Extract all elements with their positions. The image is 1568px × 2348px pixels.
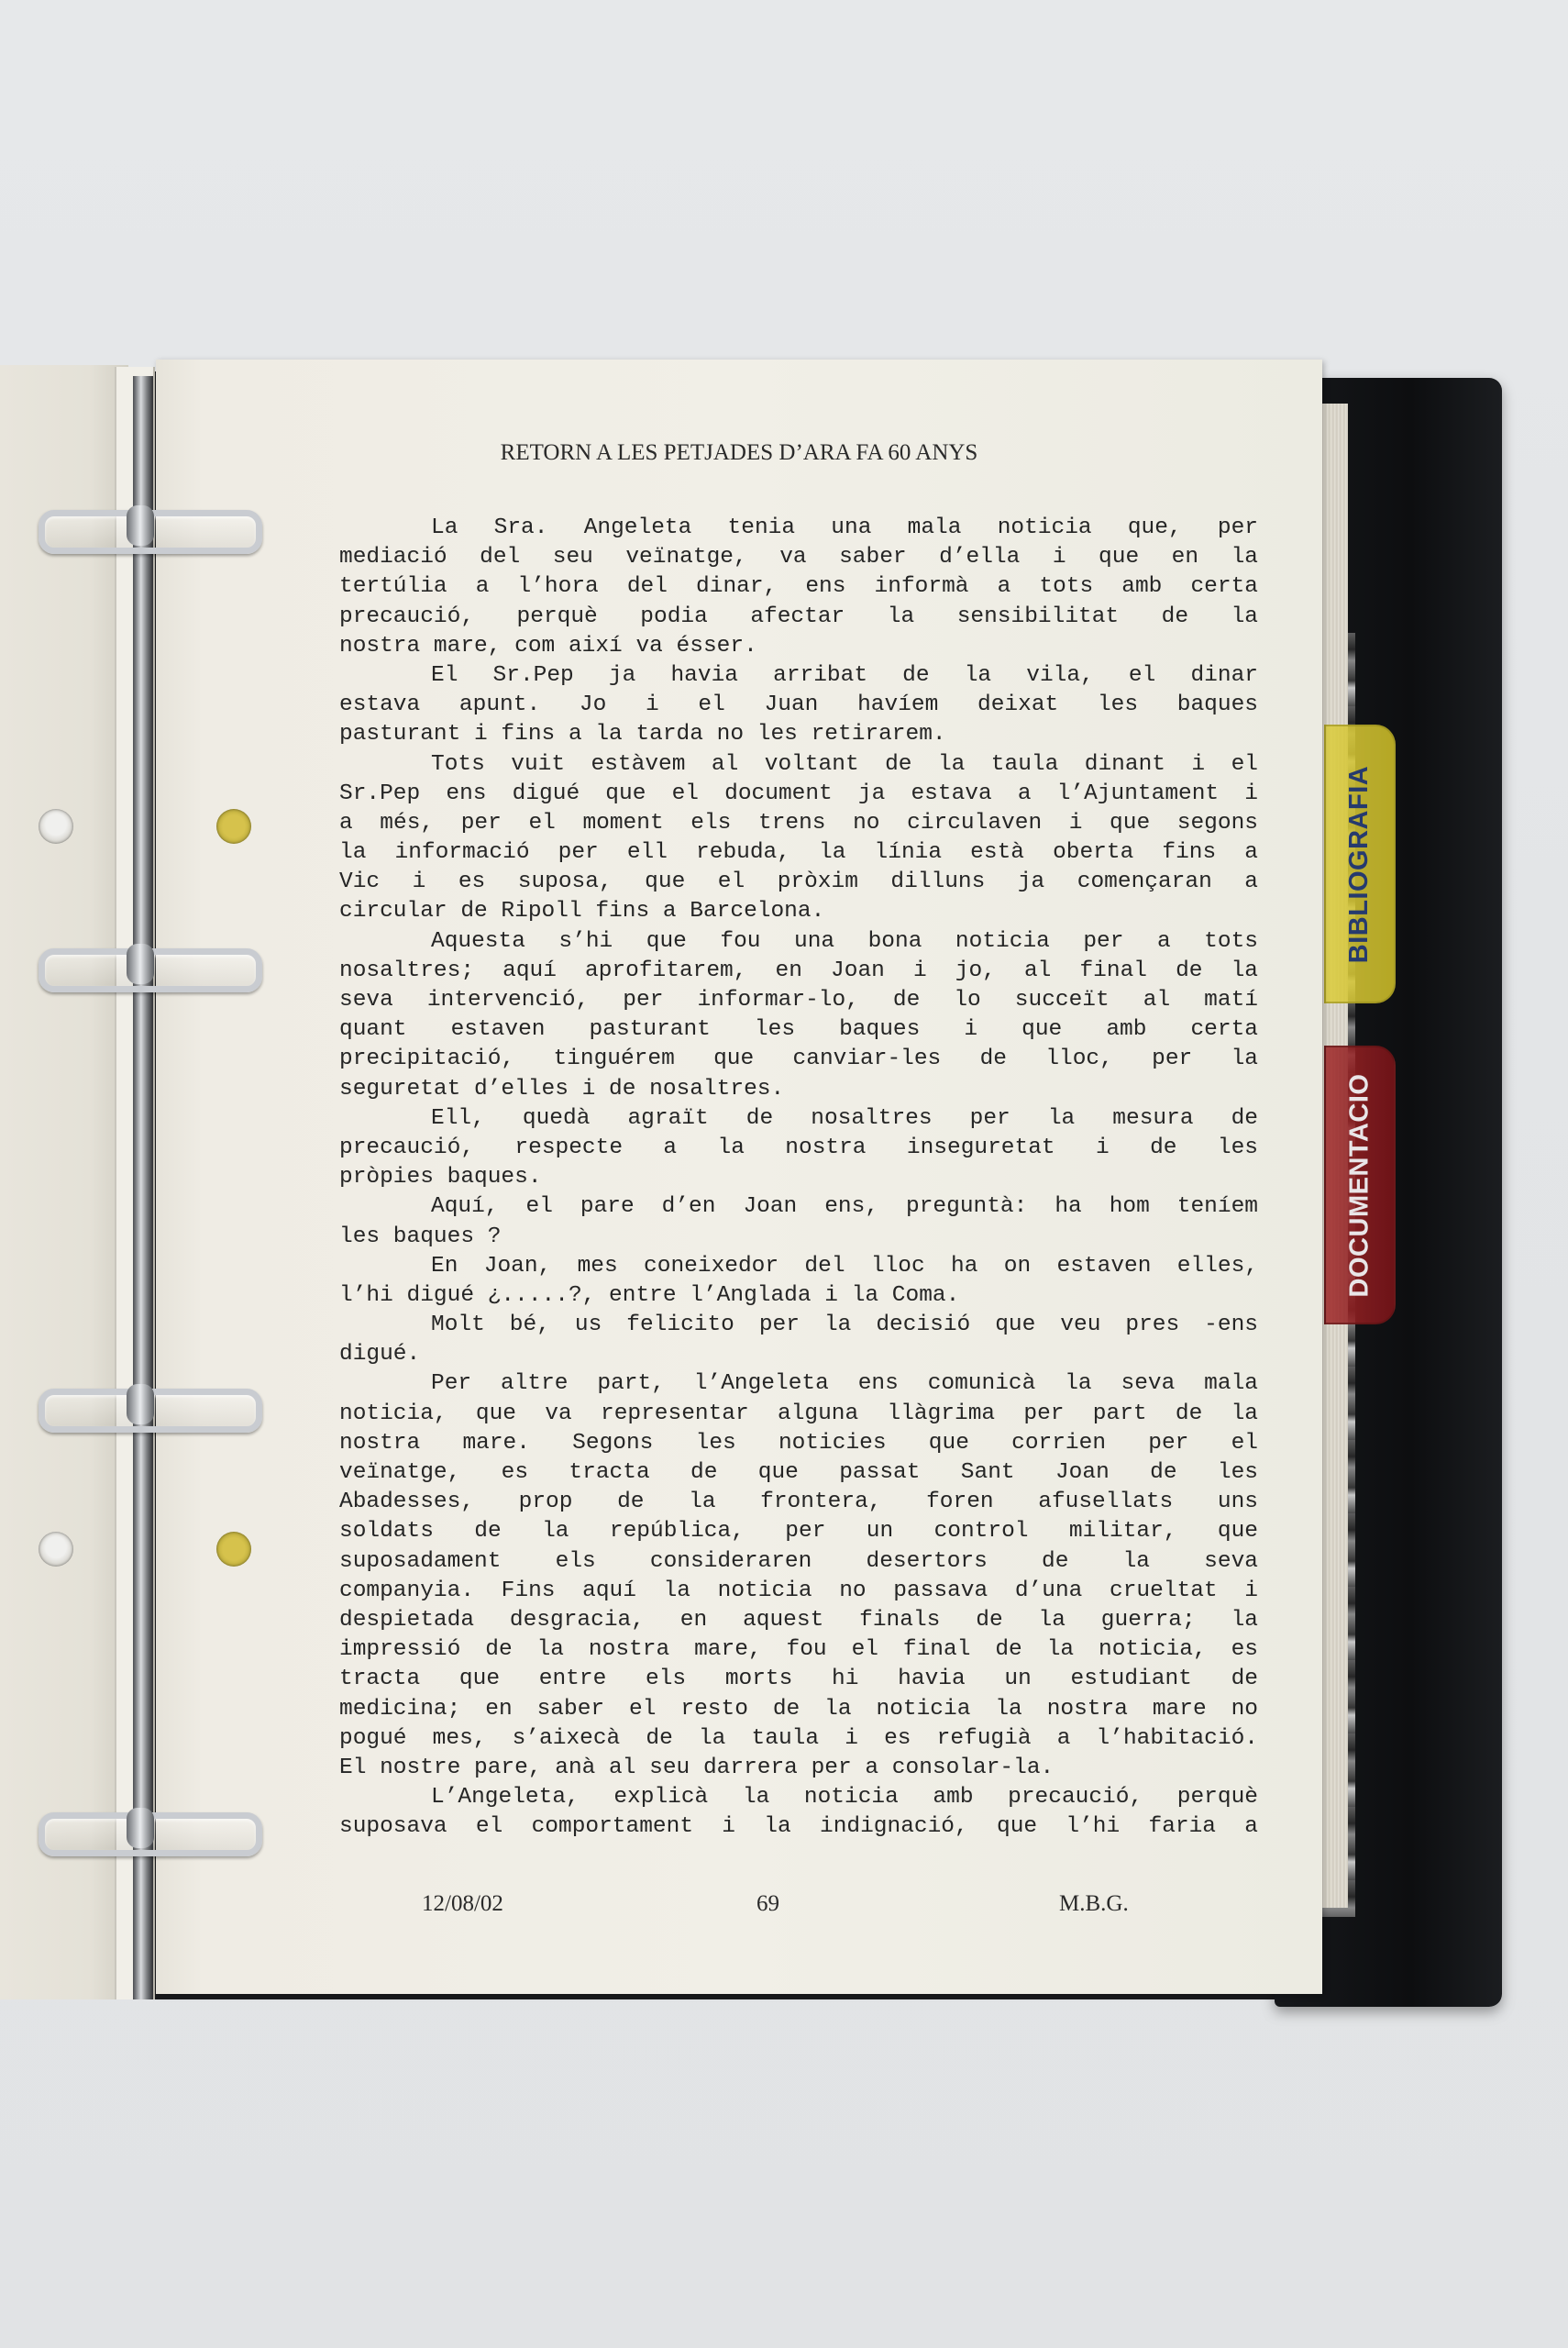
- text-line: medicina; en saber el resto de la noticia la nostra mare no: [339, 1696, 1258, 1722]
- left-page: [0, 365, 128, 1999]
- page-body-text: [339, 514, 1258, 1842]
- left-page-hole: [39, 1532, 73, 1567]
- text-line: Abadesses, prop de la frontera, foren afusellats uns: [339, 1490, 1258, 1515]
- footer-initials: M.B.G.: [1059, 1891, 1129, 1916]
- text-line: suposava el comportament i la indignació, que l’hi faria a: [339, 1814, 1258, 1840]
- footer-page-number: 69: [756, 1891, 779, 1916]
- binder-spine: [133, 376, 153, 1999]
- tab-documentacio-label: DOCUMENTACIO: [1344, 1073, 1375, 1297]
- text-line: Per altre part, l’Angeleta ens comunicà la seva mala: [431, 1371, 1258, 1397]
- text-line: soldats de la república, per un control militar, que: [339, 1519, 1258, 1545]
- tab-bibliografia[interactable]: [1324, 725, 1396, 1003]
- footer-date: 12/08/02: [422, 1891, 503, 1916]
- text-line: la informació per ell rebuda, la línia està oberta fins a: [339, 840, 1258, 866]
- text-line: pogué mes, s’aixecà de la taula i es refugià a l’habitació.: [339, 1725, 1258, 1751]
- ring-clasp: [127, 944, 154, 984]
- page-hole: [216, 1532, 251, 1567]
- text-line: seguretat d’elles i de nosaltres.: [339, 1076, 785, 1102]
- text-line: noticia, que va representar alguna llàgrima per part de la: [339, 1401, 1258, 1426]
- text-line: Aquesta s’hi que fou una bona noticia per a tots: [431, 928, 1258, 954]
- text-line: L’Angeleta, explicà la noticia amb precaució, perquè: [431, 1785, 1258, 1811]
- text-line: impressió de la nostra mare, fou el final de la noticia, es: [339, 1637, 1258, 1663]
- text-line: suposadament els consideraren desertors de la seva: [339, 1548, 1258, 1574]
- text-line: Ell, quedà agraït de nosaltres per la mesura de: [431, 1105, 1258, 1131]
- text-line: pasturant i fins a la tarda no les retirarem.: [339, 722, 946, 748]
- text-line: circular de Ripoll fins a Barcelona.: [339, 899, 825, 925]
- tab-documentacio[interactable]: [1324, 1046, 1396, 1324]
- ring-clasp: [127, 1384, 154, 1424]
- tab-bibliografia-label: BIBLIOGRAFIA: [1344, 765, 1375, 963]
- text-line: les baques ?: [339, 1224, 502, 1249]
- ring-clasp: [127, 1808, 154, 1848]
- text-line: Molt bé, us felicito per la decisió que veu pres -ens: [431, 1312, 1258, 1338]
- text-line: precaució, respecte a la nostra inseguretat i de les: [339, 1135, 1258, 1160]
- text-line: veïnatge, es tracta de que passat Sant Joan de les: [339, 1460, 1258, 1485]
- text-line: precaució, perquè podia afectar la sensibilitat de la: [339, 604, 1258, 629]
- text-line: seva intervenció, per informar-lo, de lo succeït al matí: [339, 988, 1258, 1013]
- text-line: tertúlia a l’hora del dinar, ens informà a tots amb certa: [339, 574, 1258, 600]
- text-line: nostra mare, com així va ésser.: [339, 633, 757, 659]
- text-line: precipitació, tinguérem que canviar-les de lloc, per la: [339, 1047, 1258, 1072]
- text-line: Sr.Pep ens digué que el document ja estava a l’Ajuntament i: [339, 781, 1258, 806]
- text-line: El nostre pare, anà al seu darrera per a consolar-la.: [339, 1755, 1055, 1780]
- text-line: quant estaven pasturant les baques i que amb certa: [339, 1017, 1258, 1043]
- text-line: En Joan, mes coneixedor del lloc ha on estaven elles,: [431, 1253, 1258, 1279]
- text-line: mediació del seu veïnatge, va saber d’ella i que en la: [339, 545, 1258, 570]
- text-line: La Sra. Angeleta tenia una mala noticia que, per: [431, 515, 1258, 540]
- text-line: tracta que entre els morts hi havia un estudiant de: [339, 1667, 1258, 1692]
- text-line: nosaltres; aquí aprofitarem, en Joan i jo, al final de la: [339, 958, 1258, 983]
- text-line: Tots vuit estàvem al voltant de la taula dinant i el: [431, 751, 1258, 777]
- document-page: [156, 360, 1322, 1994]
- text-line: l’hi digué ¿.....?, entre l’Anglada i la Coma.: [339, 1282, 960, 1308]
- text-line: nostra mare. Segons les noticies que corrien per el: [339, 1430, 1258, 1456]
- text-line: digué.: [339, 1342, 421, 1368]
- ring-clasp: [127, 505, 154, 546]
- text-line: Aquí, el pare d’en Joan ens, preguntà: ha hom teníem: [431, 1194, 1258, 1220]
- text-line: pròpies baques.: [339, 1165, 542, 1191]
- text-line: despietada desgracia, en aquest finals de la guerra; la: [339, 1607, 1258, 1633]
- text-line: estava apunt. Jo i el Juan havíem deixat les baques: [339, 692, 1258, 718]
- text-line: El Sr.Pep ja havia arribat de la vila, el dinar: [431, 662, 1258, 688]
- page-hole: [216, 809, 251, 844]
- text-line: companyia. Fins aquí la noticia no passava d’una crueltat i: [339, 1578, 1258, 1603]
- page-header-title: RETORN A LES PETJADES D’ARA FA 60 ANYS: [500, 440, 978, 465]
- text-line: Vic i es suposa, que el pròxim dilluns ja començaran a: [339, 869, 1258, 895]
- left-page-hole: [39, 809, 73, 844]
- text-line: a més, per el moment els trens no circulaven i que segons: [339, 810, 1258, 836]
